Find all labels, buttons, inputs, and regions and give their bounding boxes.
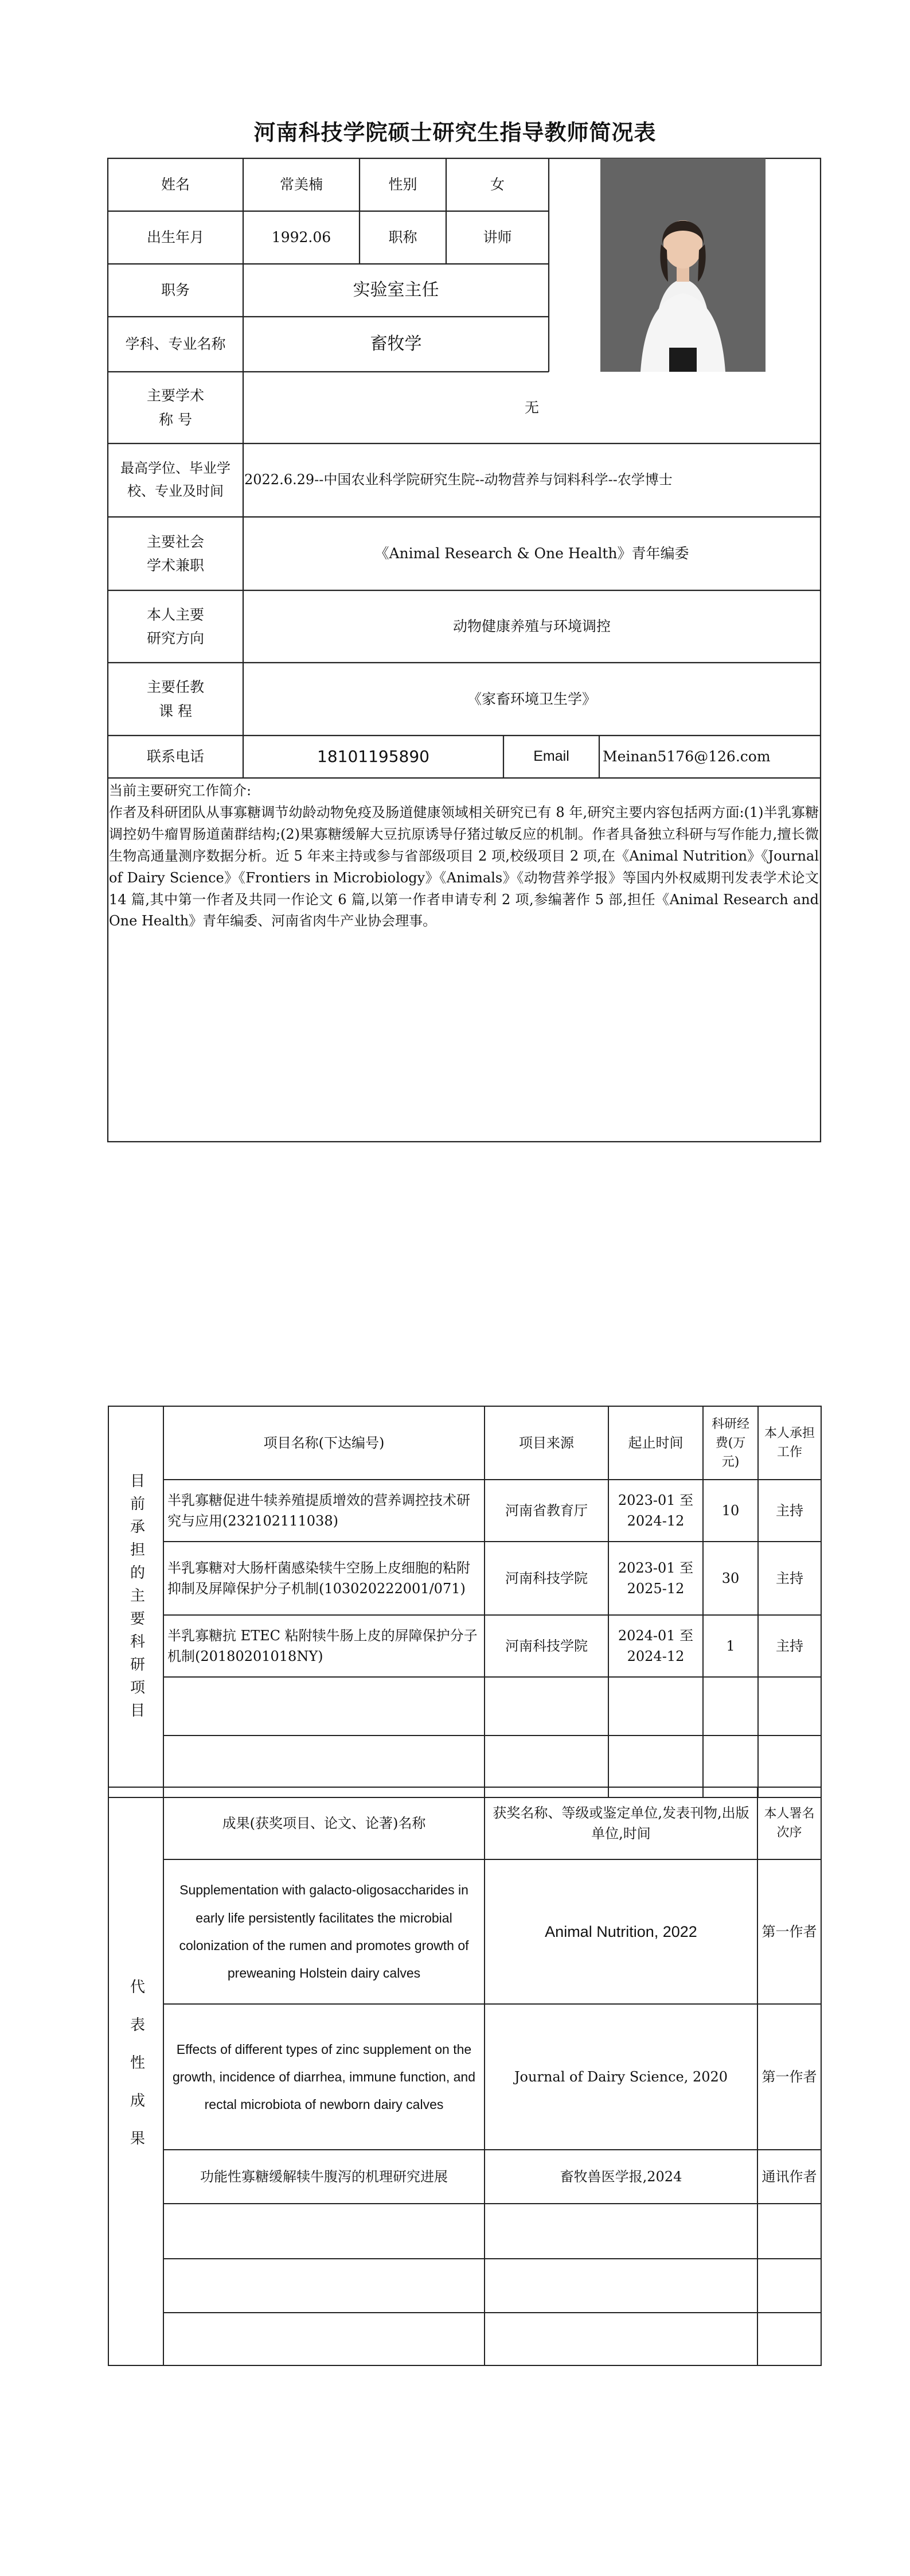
achievements-table xyxy=(108,1787,822,2366)
birth-label: 出生年月 xyxy=(146,229,204,246)
email-label: Email xyxy=(533,748,569,765)
social-value: 《Animal Research & One Health》青年编委 xyxy=(374,545,689,562)
rank-value: 讲师 xyxy=(483,229,512,246)
projects-header-name: 项目名称(下达编号) xyxy=(163,1406,485,1480)
course-label xyxy=(108,663,243,736)
education-value: 2022.6.29--中国农业科学院研究生院--动物营养与饲料科学--农学博士 xyxy=(244,472,673,488)
project-source: 河南科技学院 xyxy=(485,1542,608,1615)
discipline-value: 畜牧学 xyxy=(370,334,422,355)
table-row xyxy=(108,1480,821,1542)
post-value: 实验室主任 xyxy=(353,280,439,301)
project-period: 2023-01 至 2024-12 xyxy=(608,1480,703,1542)
project-funding: 10 xyxy=(703,1480,758,1542)
research-label-line2: 研究方向 xyxy=(146,630,204,647)
research-intro-heading: 当前主要研究工作简介: xyxy=(109,783,252,799)
gender-label: 性别 xyxy=(388,176,417,193)
research-intro-body: 作者及科研团队从事寡糖调节幼龄动物免疫及肠道健康领域相关研究已有 8 年,研究主要内容包括两方面:(1)半乳寡糖调控奶牛瘤胃肠道菌群结构;(2)果寡糖缓解大豆抗原诱导仔猪过敏反应的机制。作者具备独立科研与写作能力,擅长微生物高通量测序数据分析。近 5 年来主持或参与省部级项目 2 项,校级项目 2 项,在《Animal Nutrition》《Journal of Dairy Science》《Frontiers in Microbiology》《Animals》《动物营养学报》等国内外权威期刊发表学术论文 14 篇,其中第一作者及共同一作论文 6 篇,以第一作者申请专利 2 项,参编著作 5 部,担任《Animal Research and One Health》青年编委、河南省肉牛产业协会理事。 xyxy=(109,804,819,929)
education-label-line1: 最高学位、毕业学 xyxy=(120,460,231,477)
course-label-line1: 主要任教 xyxy=(146,679,204,696)
social-label-line1: 主要社会 xyxy=(146,533,204,550)
table-row-empty xyxy=(108,2313,821,2365)
projects-header-funding: 科研经费(万元) xyxy=(703,1406,758,1480)
table-row-empty xyxy=(108,2259,821,2313)
phone-label: 联系电话 xyxy=(146,748,204,765)
project-name: 半乳寡糖抗 ETEC 粘附犊牛肠上皮的屏障保护分子机制(20180201018NY) xyxy=(163,1615,485,1677)
project-role: 主持 xyxy=(758,1542,821,1615)
achievement-venue: 畜牧兽医学报,2024 xyxy=(485,2150,757,2204)
academic-title-label xyxy=(108,372,243,443)
projects-side-label: 目前承担的主要科研项目 xyxy=(108,1406,163,1797)
table-row xyxy=(108,1542,821,1615)
project-role: 主持 xyxy=(758,1615,821,1677)
name-label: 姓名 xyxy=(161,176,190,193)
achievement-venue: Journal of Dairy Science, 2020 xyxy=(485,2004,757,2150)
social-label xyxy=(108,517,243,590)
table-row-empty xyxy=(108,1677,821,1736)
rank-label: 职称 xyxy=(388,229,417,246)
achievement-venue: Animal Nutrition, 2022 xyxy=(485,1859,757,2004)
projects-header-role: 本人承担工作 xyxy=(758,1406,821,1480)
project-role: 主持 xyxy=(758,1480,821,1542)
table-row xyxy=(108,1615,821,1677)
education-label-line2: 校、专业及时间 xyxy=(127,483,224,499)
project-funding: 30 xyxy=(703,1542,758,1615)
education-label xyxy=(108,443,243,517)
discipline-label: 学科、专业名称 xyxy=(125,336,226,353)
course-value: 《家畜环境卫生学》 xyxy=(467,690,596,707)
academic-title-label-line1: 主要学术 xyxy=(146,387,204,404)
research-value: 动物健康养殖与环境调控 xyxy=(452,618,611,635)
achievements-header-name: 成果(获奖项目、论文、论著)名称 xyxy=(163,1787,485,1859)
achievements-side-label: 代表性成果 xyxy=(108,1787,163,2365)
course-label-line2: 课 程 xyxy=(159,702,192,719)
table-row-empty xyxy=(108,2204,821,2259)
gender-value: 女 xyxy=(490,176,505,193)
project-source: 河南科技学院 xyxy=(485,1615,608,1677)
projects-header-period: 起止时间 xyxy=(608,1406,703,1480)
post-label: 职务 xyxy=(161,282,190,299)
email-value: Meinan5176@126.com xyxy=(603,748,771,765)
academic-title-value: 无 xyxy=(524,399,539,416)
page-title: 河南科技学院硕士研究生指导教师简况表 xyxy=(253,120,657,145)
achievement-order: 通讯作者 xyxy=(757,2150,821,2204)
achievement-name: 功能性寡糖缓解犊牛腹泻的机理研究进展 xyxy=(163,2150,485,2204)
research-label-line1: 本人主要 xyxy=(146,606,204,623)
project-name: 半乳寡糖对大肠杆菌感染犊牛空肠上皮细胞的粘附抑制及屏障保护分子机制(103020222001/071) xyxy=(163,1542,485,1615)
research-intro xyxy=(109,780,819,932)
social-label-line2: 学术兼职 xyxy=(146,557,204,574)
achievements-header-order: 本人署名次序 xyxy=(757,1787,821,1859)
project-funding: 1 xyxy=(703,1615,758,1677)
achievement-order: 第一作者 xyxy=(757,2004,821,2150)
achievement-name: Effects of different types of zinc supplement on the growth, incidence of diarrhea, immune function, and rectal microbiota of newborn dairy calves xyxy=(163,2004,485,2150)
academic-title-label-line2: 称 号 xyxy=(159,411,192,428)
table-row xyxy=(108,2004,821,2150)
table-row xyxy=(108,1859,821,2004)
projects-header-source: 项目来源 xyxy=(485,1406,608,1480)
project-name: 半乳寡糖促进牛犊养殖提质增效的营养调控技术研究与应用(232102111038) xyxy=(163,1480,485,1542)
birth-value: 1992.06 xyxy=(271,229,331,246)
project-source: 河南省教育厅 xyxy=(485,1480,608,1542)
table-row xyxy=(108,2150,821,2204)
name-value: 常美楠 xyxy=(279,176,323,193)
achievement-order: 第一作者 xyxy=(757,1859,821,2004)
achievement-name: Supplementation with galacto-oligosaccharides in early life persistently facilitates the microbial colonization of the rumen and promotes growth of preweaning Holstein dairy calves xyxy=(163,1859,485,2004)
projects-table xyxy=(108,1406,822,1798)
project-period: 2024-01 至 2024-12 xyxy=(608,1615,703,1677)
achievements-header-venue: 获奖名称、等级或鉴定单位,发表刊物,出版单位,时间 xyxy=(485,1787,757,1859)
research-label xyxy=(108,590,243,663)
project-period: 2023-01 至 2025-12 xyxy=(608,1542,703,1615)
phone-value: 18101195890 xyxy=(317,746,429,766)
avatar xyxy=(600,158,766,372)
